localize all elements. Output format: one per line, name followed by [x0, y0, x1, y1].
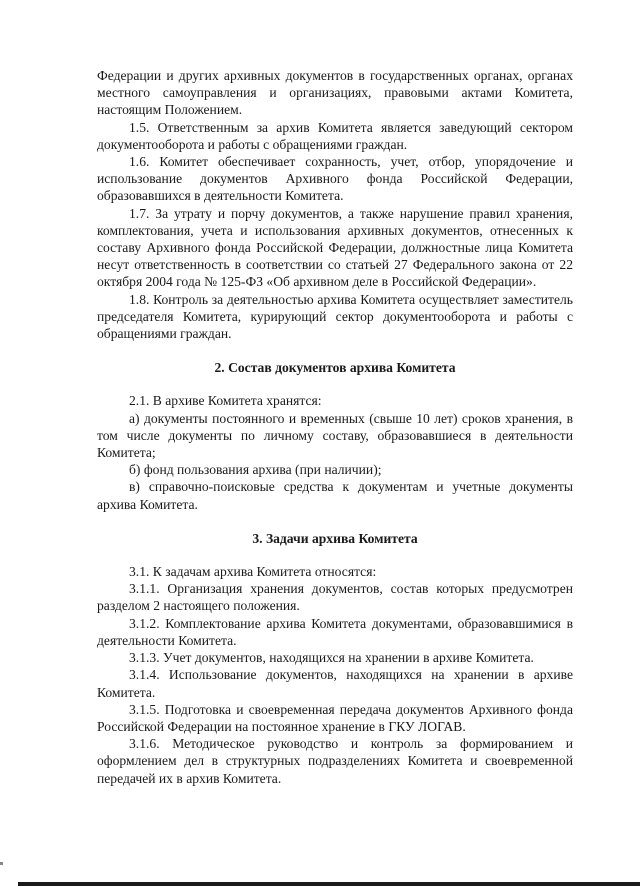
paragraph-2-1-a: а) документы постоянного и временных (свыше 10 лет) сроков хранения, в том числе документы по личному составу, образовавшиеся в деятельности Комитета;: [97, 410, 573, 461]
document-body: [97, 67, 573, 787]
paragraph-3-1-3: 3.1.3. Учет документов, находящихся на хранении в архиве Комитета.: [129, 650, 534, 666]
paragraph-2-1-c: в) справочно-поисковые средства к документам и учетные документы архива Комитета.: [97, 479, 573, 512]
paragraph-2-1: 2.1. В архиве Комитета хранятся:: [129, 393, 322, 409]
paragraph-continuation: Федерации и других архивных документов в государственных органах, органах местного самоуправления и организациях, правовыми актами Комитета, настоящим Положением.: [97, 68, 573, 118]
paragraph-1-5: 1.5. Ответственным за архив Комитета является заведующий сектором документооборота и работы с обращениями граждан.: [97, 119, 573, 152]
paragraph-1-7: 1.7. За утрату и порчу документов, а также нарушение правил хранения, комплектования, учета и использования архивных документов, отнесенных к составу Архивного фонда Российской Федерации, должностные лица Комитета несут ответственность в соответствии со статьей 27 Федерального закона от 22 октября 2004 года № 125-ФЗ «Об архивном деле в Российской Федерации».: [97, 205, 573, 290]
paragraph-2-1-b: б) фонд пользования архива (при наличии);: [129, 462, 382, 478]
section-3-heading: 3. Задачи архива Комитета: [252, 530, 418, 546]
paragraph-3-1-2: 3.1.2. Комплектование архива Комитета документами, образовавшимися в деятельности Комитета.: [97, 615, 573, 648]
paragraph-3-1-4: 3.1.4. Использование документов, находящихся на хранении в архиве Комитета.: [97, 667, 573, 700]
paragraph-1-6: 1.6. Комитет обеспечивает сохранность, учет, отбор, упорядочение и использование документов Архивного фонда Российской Федерации, образовавшихся в деятельности Комитета.: [97, 154, 573, 204]
spacer: [97, 513, 573, 530]
paragraph-3-1-1: 3.1.1. Организация хранения документов, состав которых предусмотрен разделом 2 настоящего положения.: [97, 581, 573, 614]
scan-artifact: [0, 862, 3, 865]
paragraph-3-1: 3.1. К задачам архива Комитета относятся:: [129, 564, 377, 580]
paragraph-3-1-5: 3.1.5. Подготовка и своевременная передача документов Архивного фонда Российской Федерации на постоянное хранение в ГКУ ЛОГАВ.: [97, 701, 573, 734]
spacer: [97, 376, 573, 392]
section-2-heading: 2. Состав документов архива Комитета: [214, 360, 456, 376]
paragraph-3-1-6: 3.1.6. Методическое руководство и контроль за формированием и оформлением дел в структурных подразделениях Комитета и своевременной передачей их в архив Комитета.: [97, 736, 573, 786]
scan-bottom-edge: [18, 882, 640, 886]
spacer: [97, 547, 573, 563]
paragraph-1-8: 1.8. Контроль за деятельностью архива Комитета осуществляет заместитель председателя Комитета, курирующий сектор документооборота и работы с обращениями граждан.: [97, 291, 573, 342]
spacer: [97, 342, 573, 359]
